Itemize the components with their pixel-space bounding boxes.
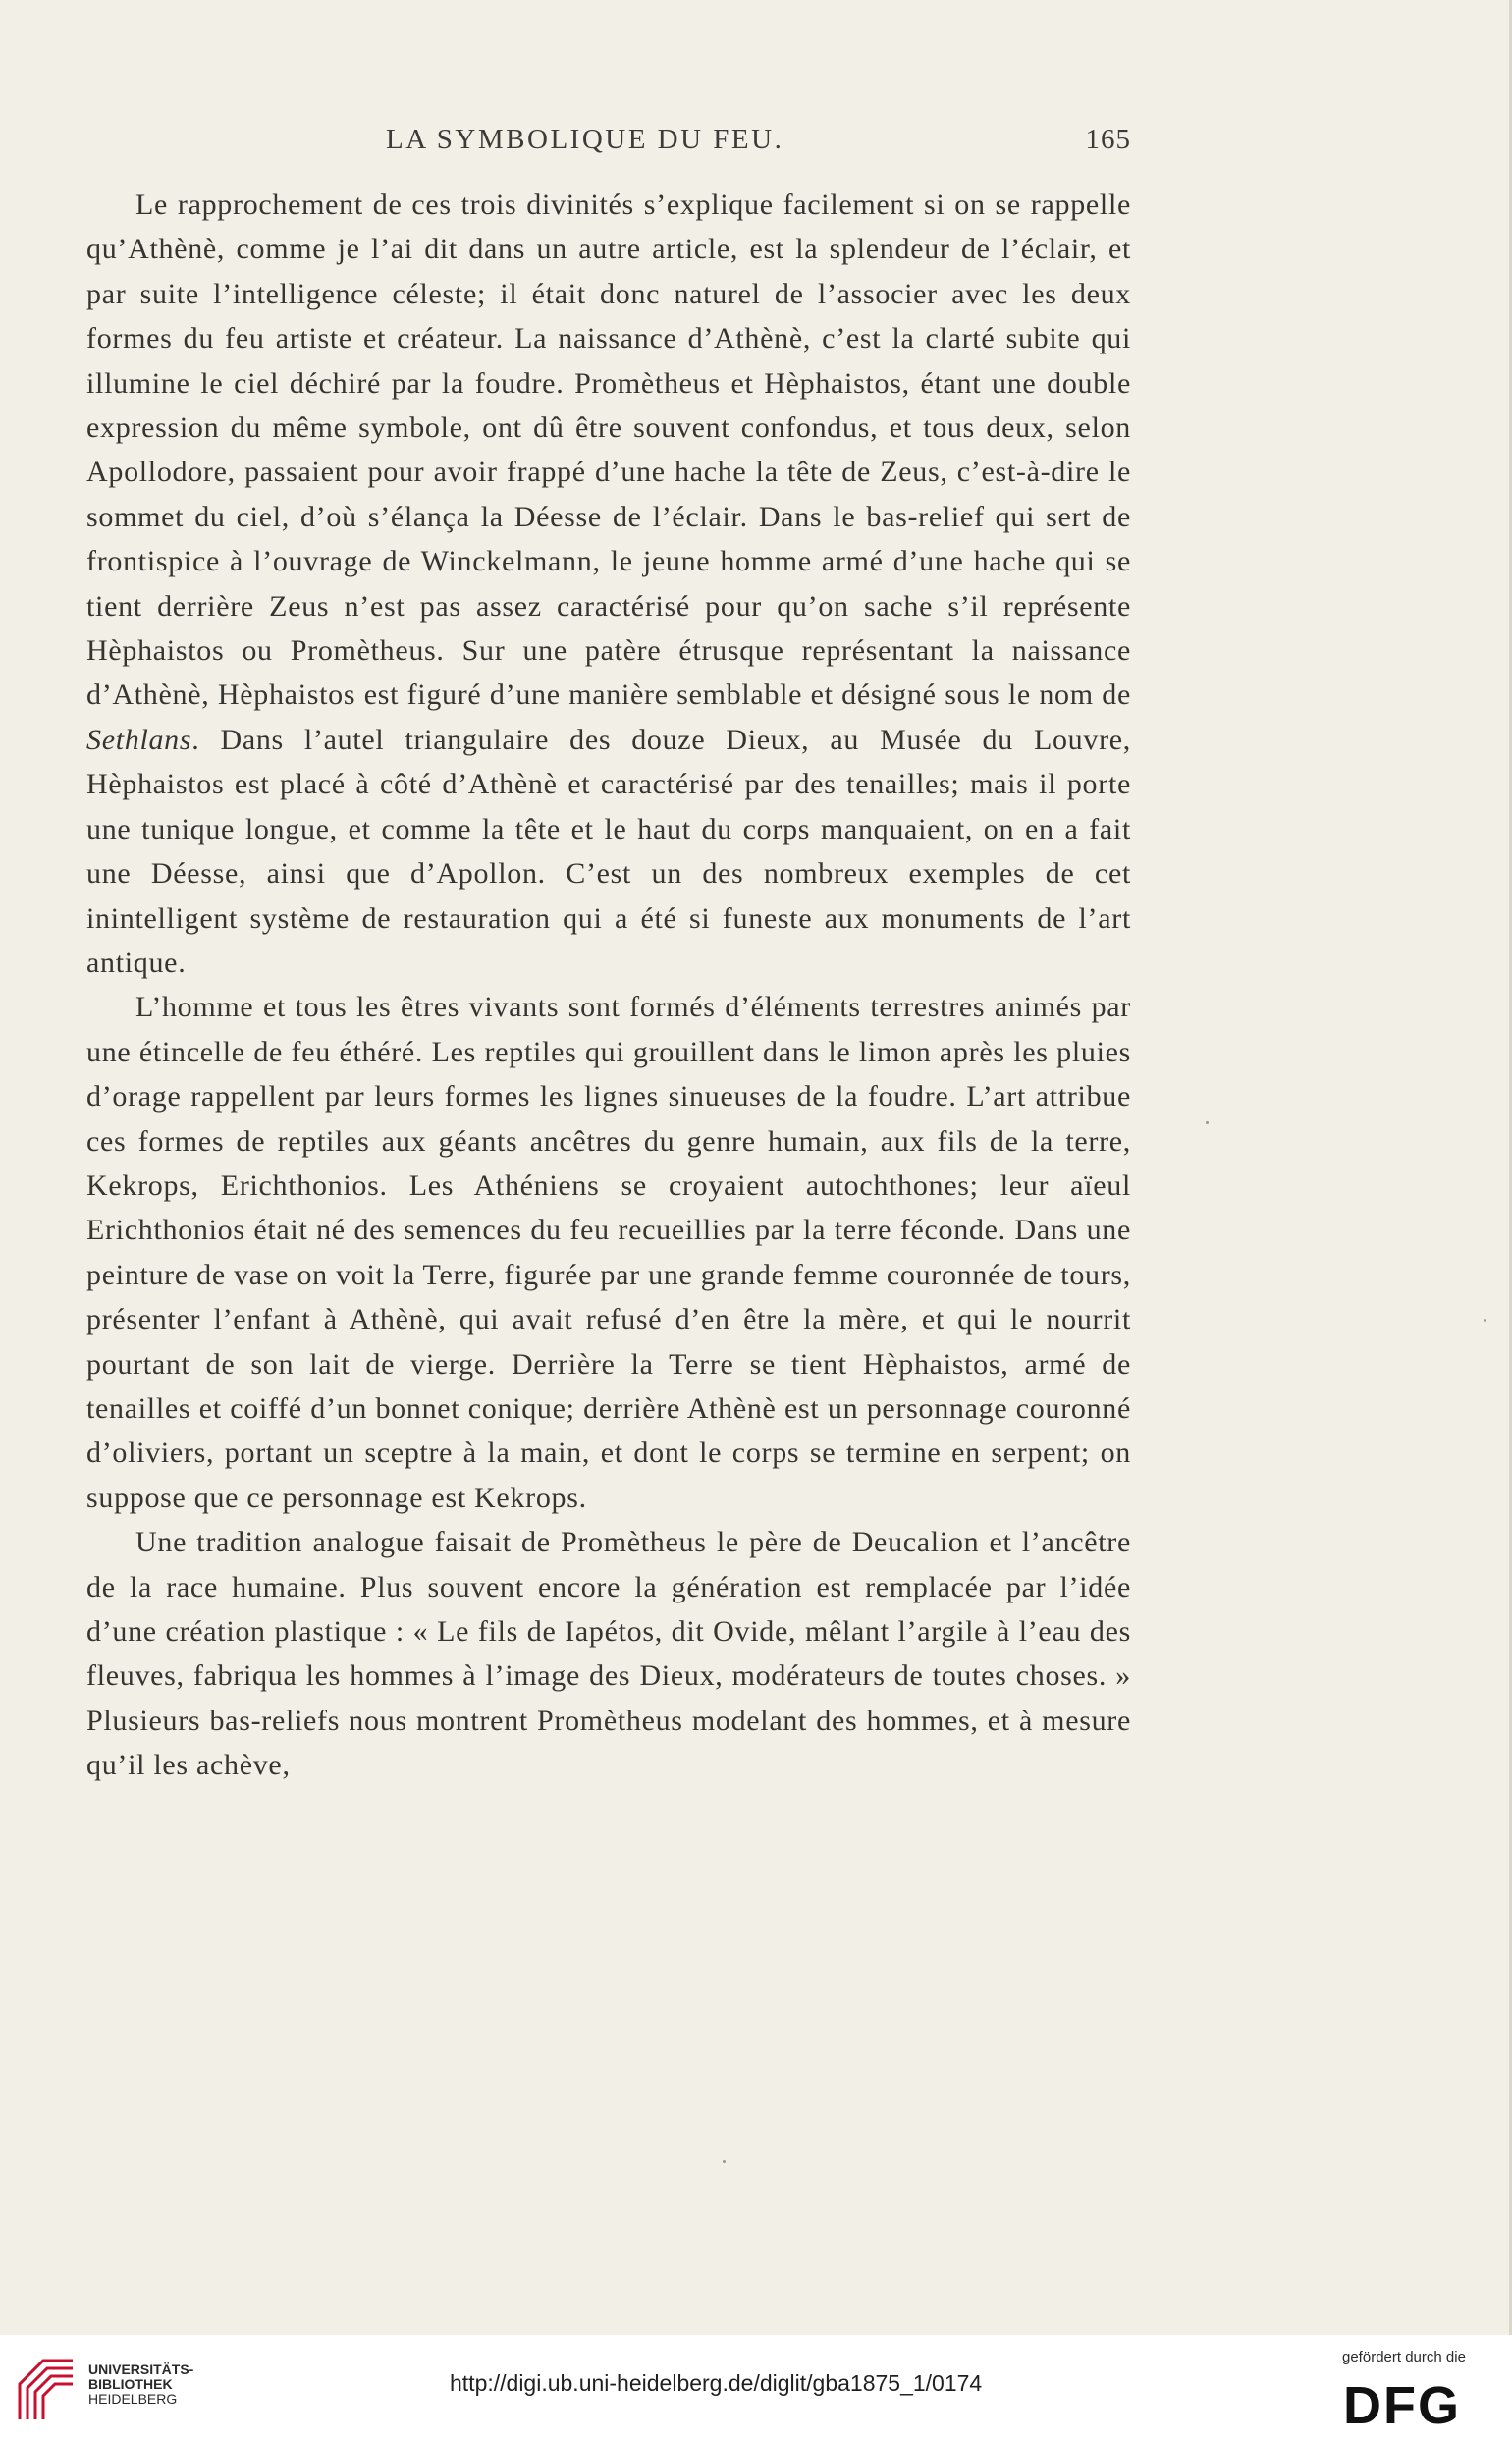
page-header: [86, 116, 1131, 165]
footer-bar: [0, 2335, 1512, 2443]
page-number: 165: [1085, 124, 1131, 155]
dfg-logo-text: DFG: [1343, 2378, 1461, 2429]
library-name-line: HEIDELBERG: [88, 2391, 178, 2407]
library-name: [88, 2362, 193, 2407]
paragraph-1: Le rapprochement de ces trois divinités s’explique facilement si on se rappelle qu’Athènè, comme je l’ai dit dans un autre article, est la splendeur de l’éclair, et par suite l’intelligence céleste; il était donc naturel de l’associer avec les deux formes du feu artiste et créateur. La naissance d’Athènè, c’est la clarté subite qui illumine le ciel déchiré par la foudre. Promètheus et Hèphaistos, étant une double expression du même symbole, ont dû être souvent confondus, et tous deux, selon Apollodore, passaient pour avoir frappé d’une hache la tête de Zeus, c’est-à-dire le sommet du ciel, d’où s’élança la Déesse de l’éclair. Dans le bas-relief qui sert de frontispice à l’ouvrage de Winckelmann, le jeune homme armé d’une hache qui se tient derrière Zeus n’est pas assez caractérisé pour qu’on sache s’il représente Hèphaistos ou Promètheus. Sur une patère étrusque représentant la naissance d’Athènè, Hèphaistos est figuré d’une manière semblable et désigné sous le nom de Sethlans. Dans l’autel triangulaire des douze Dieux, au Musée du Louvre, Hèphaistos est placé à côté d’Athènè et caractérisé par des tenailles; mais il porte une tunique longue, et comme la tête et le haut du corps manquaient, on en a fait une Déesse, ainsi que d’Apollon. C’est un des nombreux exemples de cet inintelligent système de restauration qui a été si funeste aux monuments de l’art antique.: [86, 189, 1131, 979]
permalink-url[interactable]: http://digi.ub.uni-heidelberg.de/diglit/gba1875_1/0174: [450, 2370, 983, 2396]
dfg-logo-icon: [1343, 2378, 1500, 2429]
library-name-line: BIBLIOTHEK: [88, 2376, 173, 2392]
paper-speck: [723, 2160, 726, 2163]
university-library-logo-icon: [14, 2351, 82, 2425]
paper-speck: [1206, 1121, 1209, 1124]
library-name-line: UNIVERSITÄTS-: [88, 2362, 194, 2377]
paragraph-2: L’homme et tous les êtres vivants sont formés d’éléments terrestres animés par une étincelle de feu éthéré. Les reptiles qui grouillent dans le limon après les pluies d’orage rappellent par leurs formes les lignes sinueuses de la foudre. L’art attribue ces formes de reptiles aux géants ancêtres du genre humain, aux fils de la terre, Kekrops, Erichthonios. Les Athéniens se croyaient autochthones; leur aïeul Erichthonios était né des semences du feu recueillies par la terre féconde. Dans une peinture de vase on voit la Terre, figurée par une grande femme couronnée de tours, présenter l’enfant à Athènè, qui avait refusé d’en être la mère, et qui le nourrit pourtant de son lait de vierge. Derrière la Terre se tient Hèphaistos, armé de tenailles et coiffé d’un bonnet conique; derrière Athènè est un personnage couronné d’oliviers, portant un sceptre à la main, et dont le corps se termine en serpent; on suppose que ce personnage est Kekrops.: [86, 991, 1131, 1514]
paper-speck: [1484, 1319, 1486, 1322]
funding-label: gefördert durch die: [1342, 2349, 1466, 2365]
body-text: [86, 183, 1131, 1788]
paragraph-3: Une tradition analogue faisait de Promètheus le père de Deucalion et l’ancêtre de la race humaine. Plus souvent encore la génération est remplacée par l’idée d’une création plastique : « Le fils de Iapétos, dit Ovide, mêlant l’argile à l’eau des fleuves, fabriqua les hommes à l’image des Dieux, modérateurs de toutes choses. » Plusieurs bas-reliefs nous montrent Promètheus modelant des hommes, et à mesure qu’il les achève,: [86, 1526, 1131, 1782]
italic-name: Sethlans: [86, 723, 192, 756]
running-title: LA SYMBOLIQUE DU FEU.: [386, 124, 784, 155]
